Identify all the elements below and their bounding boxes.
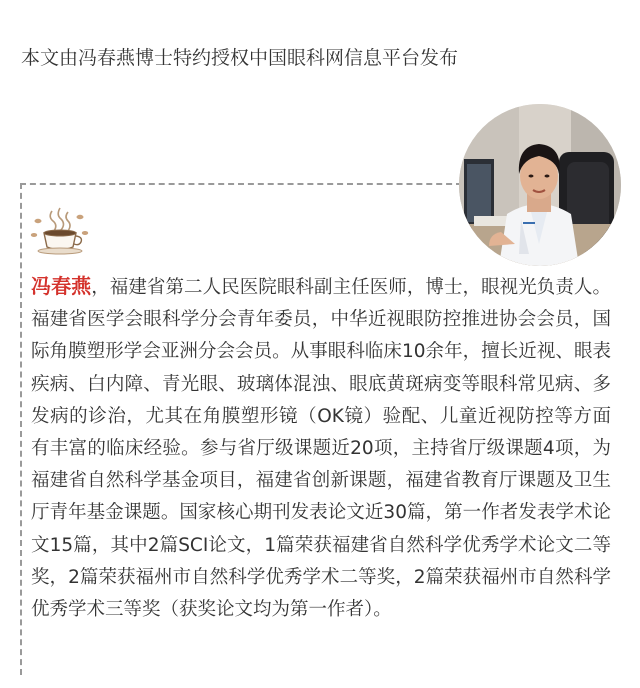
coffee-cup-icon xyxy=(30,205,90,255)
intro-line: 本文由冯春燕博士特约授权中国眼科网信息平台发布 xyxy=(21,47,459,69)
doctor-bio xyxy=(31,270,611,626)
doctor-portrait xyxy=(459,104,621,266)
doctor-bio-text: ，福建省第二人民医院眼科副主任医师，博士，眼视光负责人。福建省医学会眼科学分会青年委员，中华近视眼防控推进协会会员，国际角膜塑形学会亚洲分会会员。从事眼科临床10余年，擅长近视、眼表疾病、白内障、青光眼、玻璃体混浊、眼底黄斑病变等眼科常见病、多发病的诊治，尤其在角膜塑形镜（OK镜）验配、儿童近视防控等方面有丰富的临床经验。参与省厅级课题近20项，主持省厅级课题4项，为福建省自然科学基金项目，福建省创新课题，福建省教育厅课题及卫生厅青年基金课题。国家核心期刊发表论文近30篇，第一作者发表学术论文15篇，其中2篇SCI论文，1篇荣获福建省自然科学优秀学术论文二等奖，2篇荣获福州市自然科学优秀学术二等奖，2篇荣获福州市自然科学优秀学术三等奖（获奖论文均为第一作者）。 xyxy=(31,277,611,621)
doctor-name: 冯春燕 xyxy=(31,274,92,298)
